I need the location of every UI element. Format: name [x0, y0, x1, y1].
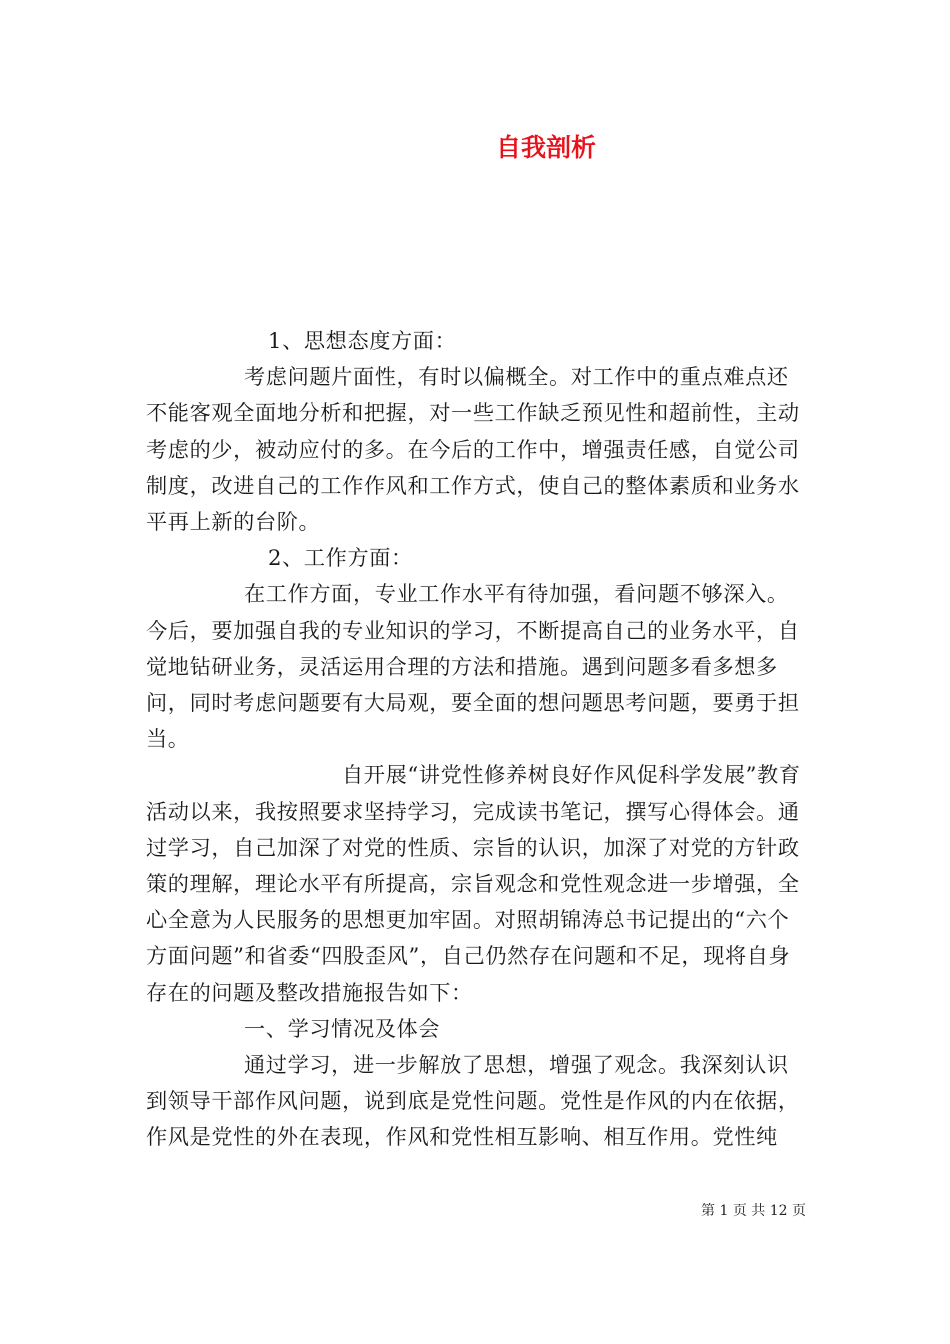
paragraph-study: 通过学习，进一步解放了思想，增强了观念。我深刻认识到领导干部作风问题，说到底是党性问题。党性是作风的内在依据，作风是党性的外在表现，作风和党性相互影响、相互作用。党性纯: [146, 1052, 800, 1150]
paragraph-education-activity: 自开展“讲党性修养树良好作风促科学发展”教育活动以来，我按照要求坚持学习，完成读书笔记，撰写心得体会。通过学习，自己加深了对党的性质、宗旨的认识，加深了对党的方针政策的理解，理论水平有所提高，宗旨观念和党性观念进一步增强，全心全意为人民服务的思想更加牢固。对照胡锦涛总书记提出的“六个方面问题”和省委“四股歪风”，自己仍然存在问题和不足，现将自身存在的问题及整改措施报告如下：: [146, 762, 801, 1005]
section-heading-study: 一、学习情况及体会: [244, 1015, 441, 1041]
paragraph-thinking: 考虑问题片面性，有时以偏概全。对工作中的重点难点还不能客观全面地分析和把握，对一些工作缺乏预见性和超前性，主动考虑的少，被动应付的多。在今后的工作中，增强责任感，自觉公司制度，改进自己的工作作风和工作方式，使自己的整体素质和业务水平再上新的台阶。: [146, 364, 800, 535]
page-number-footer: 第 1 页 共 12 页: [701, 1203, 806, 1219]
document-title: 自我剖析: [495, 133, 596, 162]
section-heading-thinking: 1、思想态度方面：: [268, 328, 457, 353]
document-body: [146, 323, 806, 1156]
section-heading-work: 2、工作方面：: [268, 545, 413, 571]
paragraph-work: 在工作方面，专业工作水平有待加强，看问题不够深入。今后，要加强自我的专业知识的学习，不断提高自己的业务水平，自觉地钻研业务，灵活运用合理的方法和措施。遇到问题多看多想多问，同时考虑问题要有大局观，要全面的想问题思考问题，要勇于担当。: [146, 581, 800, 752]
